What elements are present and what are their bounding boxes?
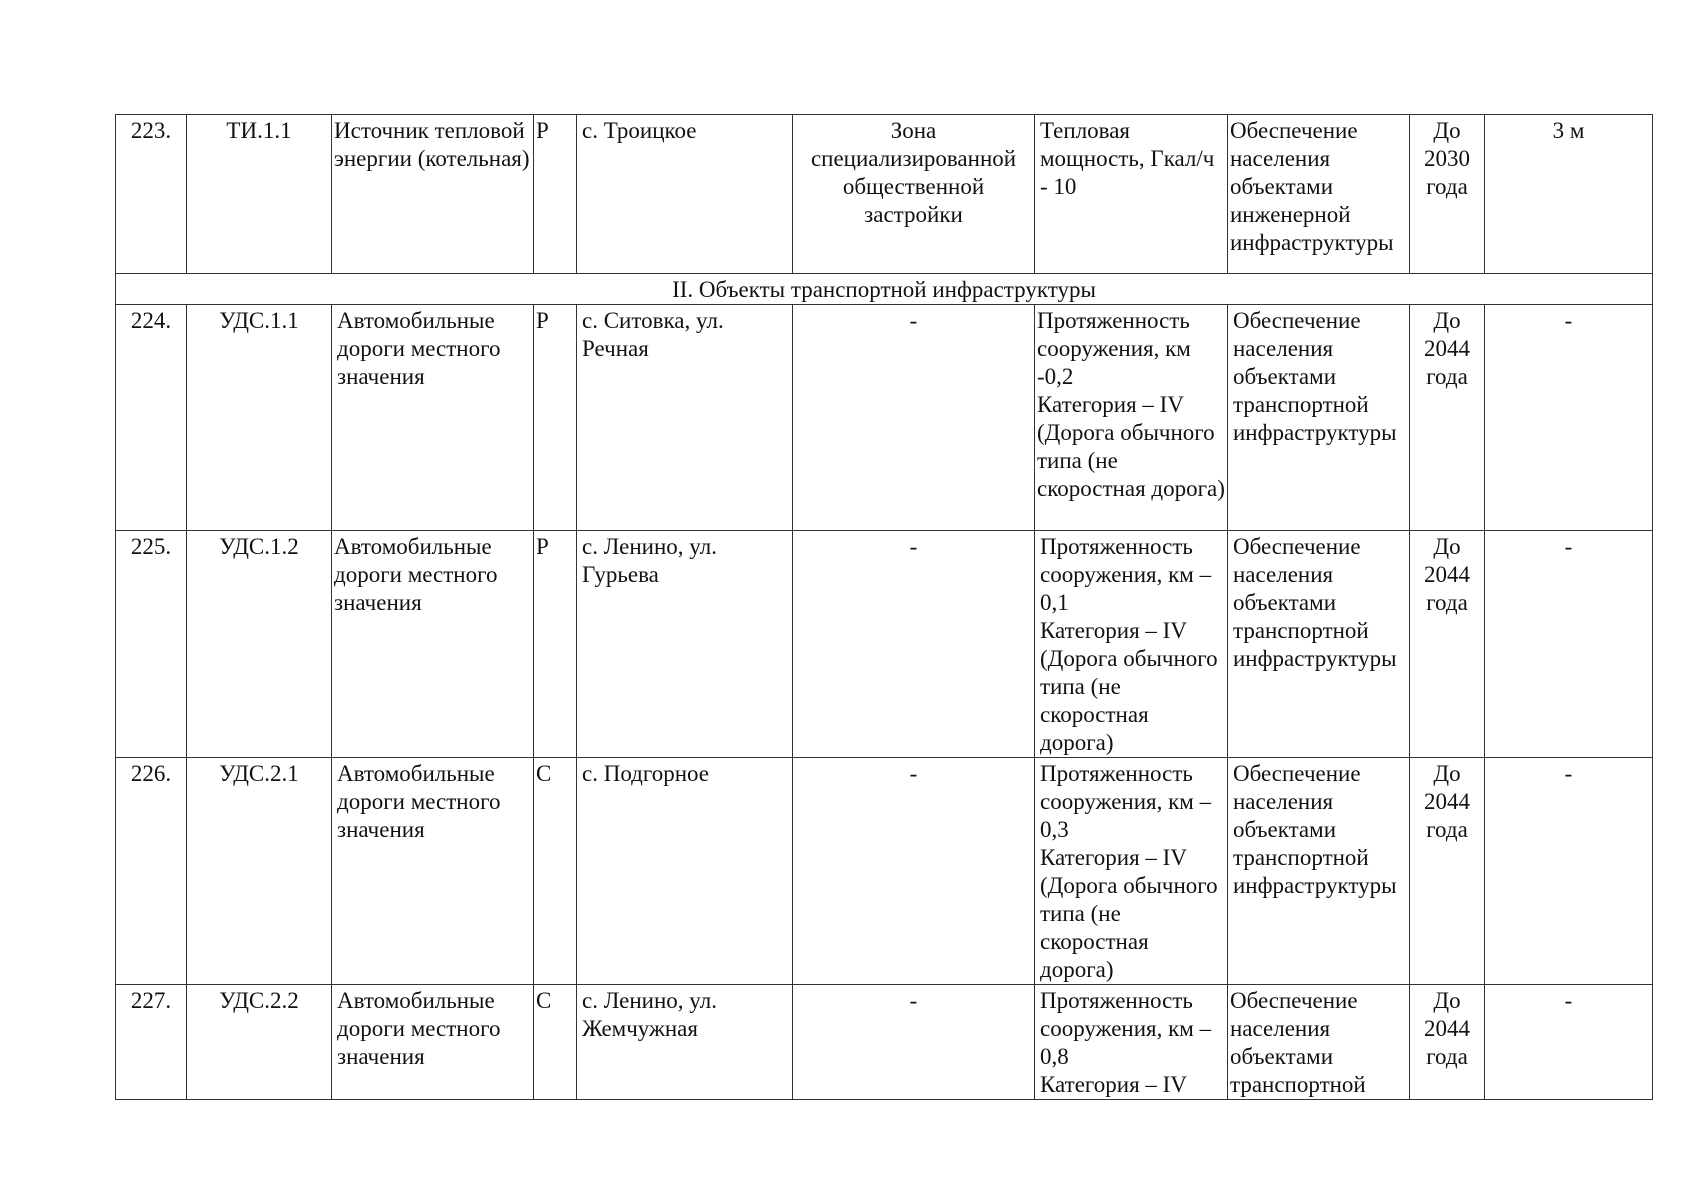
object-term: До 2044 года	[1410, 531, 1485, 758]
object-purpose: Обеспечение населения объектами транспортной инфраструктуры	[1228, 758, 1410, 985]
object-term: До 2044 года	[1410, 985, 1485, 1100]
object-purpose: Обеспечение населения объектами транспортной	[1228, 985, 1410, 1100]
table-row	[116, 758, 1653, 985]
object-type: Р	[534, 305, 577, 531]
characteristic-line: Тепловая мощность, Гкал/ч - 10	[1040, 118, 1215, 199]
table-row	[116, 531, 1653, 758]
object-purpose: Обеспечение населения объектами транспортной инфраструктуры	[1228, 305, 1410, 531]
object-zone: Зона специализированной общественной застройки	[793, 115, 1035, 274]
section-title: II. Объекты транспортной инфраструктуры	[116, 274, 1653, 305]
object-type: С	[534, 758, 577, 985]
object-location: с. Ленино, ул. Гурьева	[577, 531, 793, 758]
object-code: ТИ.1.1	[187, 115, 332, 274]
object-extra: -	[1485, 305, 1653, 531]
objects-table	[115, 114, 1653, 1100]
row-number: 225.	[116, 531, 187, 758]
object-extra: -	[1485, 985, 1653, 1100]
table-row	[116, 305, 1653, 531]
section-row	[116, 274, 1653, 305]
object-term: До 2044 года	[1410, 305, 1485, 531]
object-code: УДС.1.2	[187, 531, 332, 758]
object-name: Автомобильные дороги местного значения	[332, 758, 534, 985]
object-characteristics	[1035, 115, 1228, 274]
object-term: До 2044 года	[1410, 758, 1485, 985]
object-characteristics	[1035, 985, 1228, 1100]
characteristic-line: Категория – IV (Дорога обычного типа (не скоростная дорога)	[1040, 845, 1218, 982]
object-name: Автомобильные дороги местного значения	[332, 985, 534, 1100]
object-name: Источник тепловой энергии (котельная)	[332, 115, 534, 274]
table-row	[116, 115, 1653, 274]
object-extra: 3 м	[1485, 115, 1653, 274]
characteristic-line: Протяженность сооружения, км – 0,3	[1040, 761, 1212, 842]
object-characteristics	[1035, 305, 1228, 531]
object-type: Р	[534, 531, 577, 758]
object-zone: -	[793, 985, 1035, 1100]
object-extra: -	[1485, 758, 1653, 985]
characteristic-line: Протяженность сооружения, км -0,2	[1037, 308, 1191, 389]
object-code: УДС.2.2	[187, 985, 332, 1100]
object-location: с. Троицкое	[577, 115, 793, 274]
row-number: 226.	[116, 758, 187, 985]
object-zone: -	[793, 305, 1035, 531]
object-term: До 2030 года	[1410, 115, 1485, 274]
object-code: УДС.2.1	[187, 758, 332, 985]
object-type: С	[534, 985, 577, 1100]
object-purpose: Обеспечение населения объектами инженерной инфраструктуры	[1228, 115, 1410, 274]
object-type: Р	[534, 115, 577, 274]
object-name: Автомобильные дороги местного значения	[332, 531, 534, 758]
object-characteristics	[1035, 531, 1228, 758]
object-purpose: Обеспечение населения объектами транспортной инфраструктуры	[1228, 531, 1410, 758]
object-location: с. Подгорное	[577, 758, 793, 985]
characteristic-line: Протяженность сооружения, км – 0,1	[1040, 534, 1212, 615]
characteristic-line: Категория – IV (Дорога обычного типа (не скоростная дорога)	[1040, 618, 1218, 755]
characteristic-line: Категория – IV (Дорога обычного типа (не скоростная дорога)	[1037, 392, 1225, 501]
object-name: Автомобильные дороги местного значения	[332, 305, 534, 531]
table-row	[116, 985, 1653, 1100]
object-location: с. Ситовка, ул. Речная	[577, 305, 793, 531]
object-location: с. Ленино, ул. Жемчужная	[577, 985, 793, 1100]
object-zone: -	[793, 758, 1035, 985]
object-characteristics	[1035, 758, 1228, 985]
row-number: 223.	[116, 115, 187, 274]
characteristic-line: Протяженность сооружения, км – 0,8	[1040, 988, 1212, 1069]
object-code: УДС.1.1	[187, 305, 332, 531]
object-zone: -	[793, 531, 1035, 758]
characteristic-line: Категория – IV	[1040, 1072, 1187, 1097]
row-number: 227.	[116, 985, 187, 1100]
row-number: 224.	[116, 305, 187, 531]
object-extra: -	[1485, 531, 1653, 758]
